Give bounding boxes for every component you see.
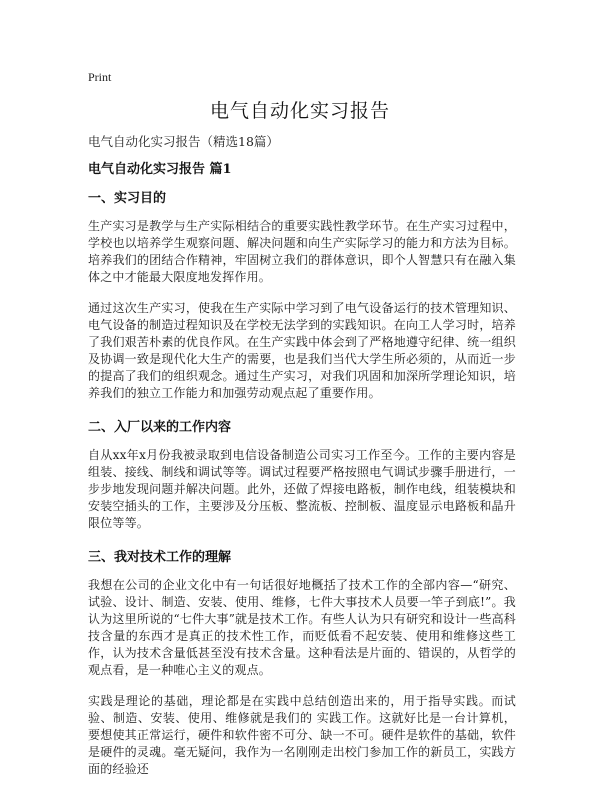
document-body — [88, 158, 516, 792]
document-title: 电气自动化实习报告 — [209, 100, 390, 122]
paragraph: 生产实习是教学与生产实际相结合的重要实践性教学环节。在生产实习过程中，学校也以培养学生观察问题、解决问题和向生产实际学习的能力和方法为目标。培养我们的团结合作精神，牢固树立我们的群体意识，即个人智慧只有在融入集体之中才能最大限度地发挥作用。 — [88, 219, 516, 284]
section-heading: 三、我对技术工作的理解 — [88, 550, 232, 565]
document-subtitle: 电气自动化实习报告（精选18篇） — [88, 134, 279, 149]
section-heading: 二、入厂以来的工作内容 — [88, 420, 232, 435]
paragraph: 我想在公司的企业文化中有一句话很好地概括了技术工作的全部内容—“研究、试验、设计、制造、安装、使用、维修，七件大事技术人员要一竿子到底!”。我认为这里所说的“七件大事”就是技术工作。有些人认为只有研究和设计一些高科技含量的东西才是真正的技术性工作，而贬低看不起安装、使用和维修这些工作，认为技术含量低甚至没有技术含量。这种看法是片面的、错误的，从哲学的观点看，是一种唯心主义的观点。 — [88, 578, 516, 677]
paragraph: 实践是理论的基础，理论都是在实践中总结创造出来的，用于指导实践。而试验、制造、安装、使用、维修就是我们的 实践工作。这就好比是一台计算机，要想使其正常运行，硬件和软件密不可分、缺一不可。硬件是软件的基础，软件是硬件的灵魂。毫无疑问，我作为一名刚刚走出校门参加工作的新员工，实践方面的经验还 — [88, 694, 516, 776]
section-heading: 一、实习目的 — [88, 191, 167, 206]
paragraph: 自从xx年x月份我被录取到电信设备制造公司实习工作至今。工作的主要内容是组装、接线、制线和调试等等。调试过程要严格按照电气调试步骤手册进行，一步步地发现问题并解决问题。此外，还做了焊接电路板，制作电线，组装模块和安装空插头的工作，主要涉及分压板、整流板、控制板、温度显示电路板和晶升限位等等。 — [88, 448, 516, 530]
print-label[interactable]: Print — [88, 70, 112, 84]
article-heading: 电气自动化实习报告 篇1 — [88, 162, 232, 177]
paragraph: 通过这次生产实习，使我在生产实际中学习到了电气设备运行的技术管理知识、电气设备的制造过程知识及在学校无法学到的实践知识。在向工人学习时，培养了我们艰苦朴素的优良作风。在生产实践中体会到了严格地遵守纪律、统一组织及协调一致是现代化大生产的需要，也是我们当代大学生所必须的，从而近一步的提高了我们的组织观念。通过生产实习，对我们巩固和加深所学理论知识，培养我们的独立工作能力和加强劳动观点起了重要作用。 — [88, 301, 516, 400]
